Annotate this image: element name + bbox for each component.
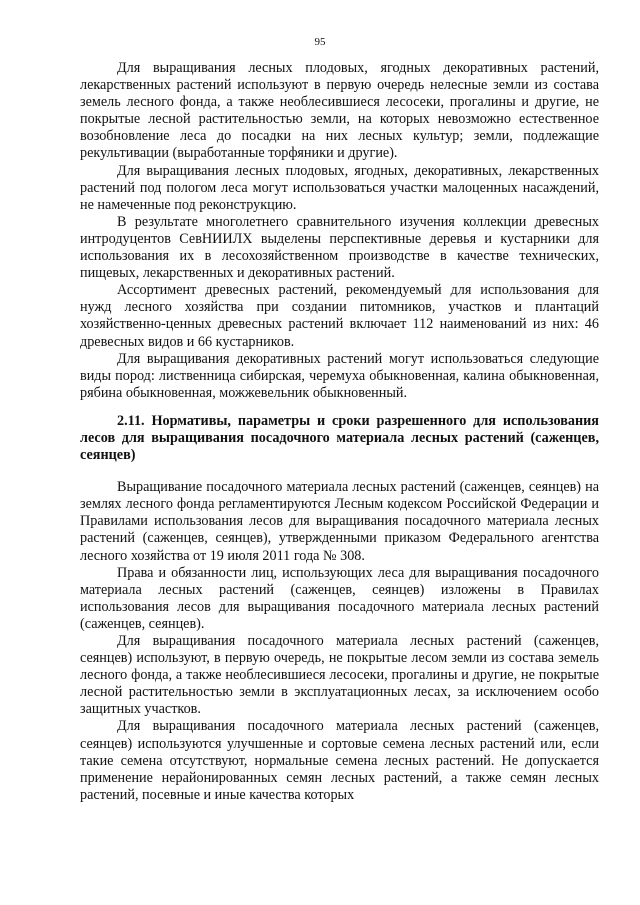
paragraph: Для выращивания посадочного материала лесных растений (саженцев, сеянцев) используются улучшенные и сортовые семена лесных растений или, если такие семена отсутствуют, нормальные семена лесных растений. Не допускается применение нерайонированных семян лесных растений, а также семян лесных растений, посевные и иные качества которых (80, 718, 599, 803)
paragraph: Права и обязанности лиц, использующих леса для выращивания посадочного материала лесных растений (саженцев, сеянцев) изложены в Правилах использования лесов для выращивания посадочного материала лесных растений (саженцев, сеянцев). (80, 564, 599, 632)
paragraph: Для выращивания лесных плодовых, ягодных, декоративных, лекарственных растений под пологом леса могут использоваться участки малоценных насаждений, не намеченные под реконструкцию. (80, 162, 599, 213)
paragraph: Для выращивания декоративных растений могут использоваться следующие виды пород: лиственница сибирская, черемуха обыкновенная, калина обыкновенная, рябина обыкновенная, можжевельник обыкновенный. (80, 350, 599, 401)
section-heading: 2.11. Нормативы, параметры и сроки разрешенного для использования лесов для выращивания посадочного материала лесных растений (саженцев, сеянцев) (80, 412, 599, 464)
page-content (80, 60, 599, 804)
page-number: 95 (314, 36, 326, 48)
paragraph: Для выращивания посадочного материала лесных растений (саженцев, сеянцев) используют, в первую очередь, не покрытые лесом земли из состава земель лесного фонда, а также необлесившиеся лесосеки, прогалины и другие, не покрытые лесной растительностью земли в эксплуатационных лесах, за исключением особо защитных участков. (80, 633, 599, 718)
paragraph: Для выращивания лесных плодовых, ягодных декоративных растений, лекарственных растений используют в первую очередь нелесные земли из состава земель лесного фонда, а также необлесившиеся лесосеки, прогалины и другие, не покрытые лесной растительностью земли, на которых невозможно естественное возобновление леса до посадки на них лесных культур; земли, подлежащие рекультивации (выработанные торфяники и другие). (80, 60, 599, 162)
paragraph: Ассортимент древесных растений, рекомендуемый для использования для нужд лесного хозяйства при создании питомников, участков и плантаций хозяйственно-ценных древесных растений включает 112 наименований из них: 46 древесных видов и 66 кустарников. (80, 282, 599, 350)
paragraph: Выращивание посадочного материала лесных растений (саженцев, сеянцев) на землях лесного фонда регламентируются Лесным кодексом Российской Федерации и Правилами использования лесов для выращивания посадочного материала лесных растений (саженцев, сеянцев), утвержденными приказом Федерального агентства лесного хозяйства от 19 июля 2011 года № 308. (80, 479, 599, 564)
paragraph: В результате многолетнего сравнительного изучения коллекции древесных интродуцентов СевНИИЛХ выделены перспективные деревья и кустарники для использования их в лесохозяйственном производстве в качестве технических, пищевых, лекарственных и декоративных растений. (80, 213, 599, 282)
